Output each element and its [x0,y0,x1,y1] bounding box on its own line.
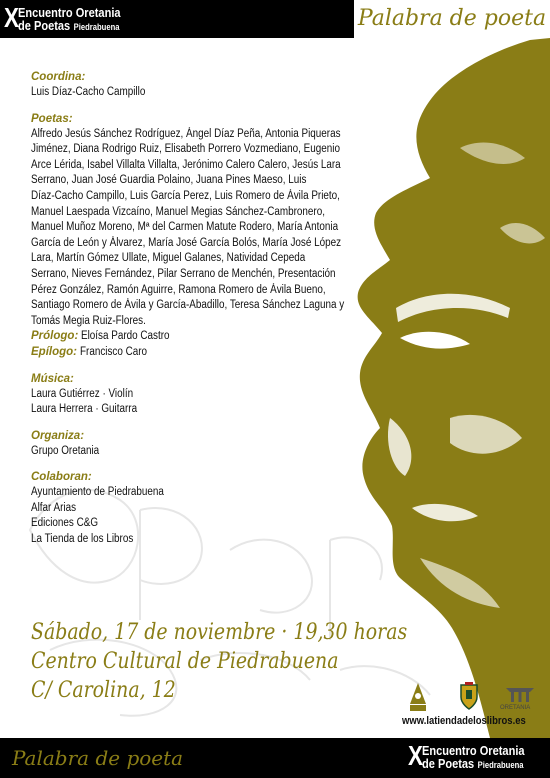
poetas-line: Manuel Muñoz Moreno, Mª del Carmen Matute Rodero, María Antonia [31,221,339,234]
colaboran-line: Ediciones C&G [31,517,99,530]
epilogo-label: Epílogo: [31,345,77,358]
musica-line: Laura Gutiérrez · Violín [31,387,134,400]
event-details [31,618,451,705]
poetas-line: Tomás Megia Ruiz-Flores. [31,314,146,327]
bottom-bar [0,738,550,778]
poetas-line: Arce Lérida, Isabel Villalta Villalta, Jerónimo Calero Calero, Jesús Lara [31,158,341,171]
poetas-list [31,127,376,330]
coordina-value: Luis Díaz-Cacho Campillo [31,86,146,98]
event-venue: Centro Cultural de Piedrabuena [31,649,339,674]
organiza-label: Organiza: [31,429,85,442]
credits-block [31,70,376,548]
poetas-line: Alfredo Jesús Sánchez Rodríguez, Ángel Díaz Peña, Antonia Piqueras [31,127,341,140]
event-address: C/ Carolina, 12 [31,678,176,703]
event-line-2-text: de Poetas [18,18,71,33]
colaboran-line: Alfar Arias [31,501,77,514]
poetas-line: Serrano, Nieves Fernández, Pilar Serrano de Menchén, Presentación [31,267,336,280]
epilogo-row [31,345,376,361]
prologo-row [31,329,376,345]
event-line-2-bottom-text: de Poetas [422,756,475,771]
musica-line: Laura Herrera · Guitarra [31,403,138,416]
poster-title: Palabra de poeta [354,0,550,38]
website-link[interactable]: www.latiendadeloslibros.es [402,715,526,727]
sponsor-logos [404,682,544,712]
organiza-value: Grupo Oretania [31,444,100,457]
event-place: Piedrabuena [73,22,120,32]
event-line-2 [18,19,120,34]
prologo-label: Prólogo: [31,330,79,343]
poetas-line: García de León y Álvarez, María José García Bolós, María José López [31,236,342,249]
event-date-time: Sábado, 17 de noviembre · 19,30 horas [31,620,408,645]
poetas-line: Santiago Romero de Ávila y García-Abadillo, Teresa Sánchez Laguna y [31,299,345,312]
poetas-label: Poetas: [31,112,73,125]
prologo-value: Eloísa Pardo Castro [81,330,170,343]
colaboran-label: Colaboran: [31,471,92,484]
coordina-label: Coordina: [31,71,86,83]
musica-label: Música: [31,372,74,385]
piedrabuena-shield-icon [459,682,479,710]
poetas-line: Manuel Laespada Vizcaíno, Manuel Megias Sánchez-Cambronero, [31,205,325,218]
alfar-arias-logo-icon [408,682,428,712]
event-line-1: Encuentro Oretania [18,5,121,20]
event-numeral: X [4,2,19,33]
colaboran-line: Ayuntamiento de Piedrabuena [31,486,164,499]
poetas-line: Lara, Martín Gómez Ullate, Miguel Galanes, Natividad Cepeda [31,252,306,265]
colaboran-line: La Tienda de los Libros [31,533,134,546]
event-logo-bottom [408,742,548,774]
top-bar [0,0,550,38]
event-logo-top [4,4,154,34]
poetas-line: Díaz-Cacho Campillo, Luis García Perez, Luis Romero de Ávila Prieto, [31,189,340,202]
poetas-line: Pérez González, Ramón Aguirre, Ramona Romero de Ávila Bueno, [31,283,326,296]
epilogo-value: Francisco Caro [80,345,148,358]
event-line-2-bottom [422,757,524,772]
poetas-line: Jiménez, Diana Rodrigo Ruiz, Elisabeth Porrero Vozmediano, Eugenio [31,143,340,156]
event-numeral-bottom: X [408,740,423,771]
event-line-1-bottom: Encuentro Oretania [422,743,525,758]
poster-title-bottom: Palabra de poeta [12,746,184,770]
oretania-logo-caption: ORETANIA [500,705,531,711]
poetas-line: Serrano, Juan José Guardia Polaino, Juana Pines Maeso, Luis [31,174,307,187]
event-place-bottom: Piedrabuena [477,760,524,770]
